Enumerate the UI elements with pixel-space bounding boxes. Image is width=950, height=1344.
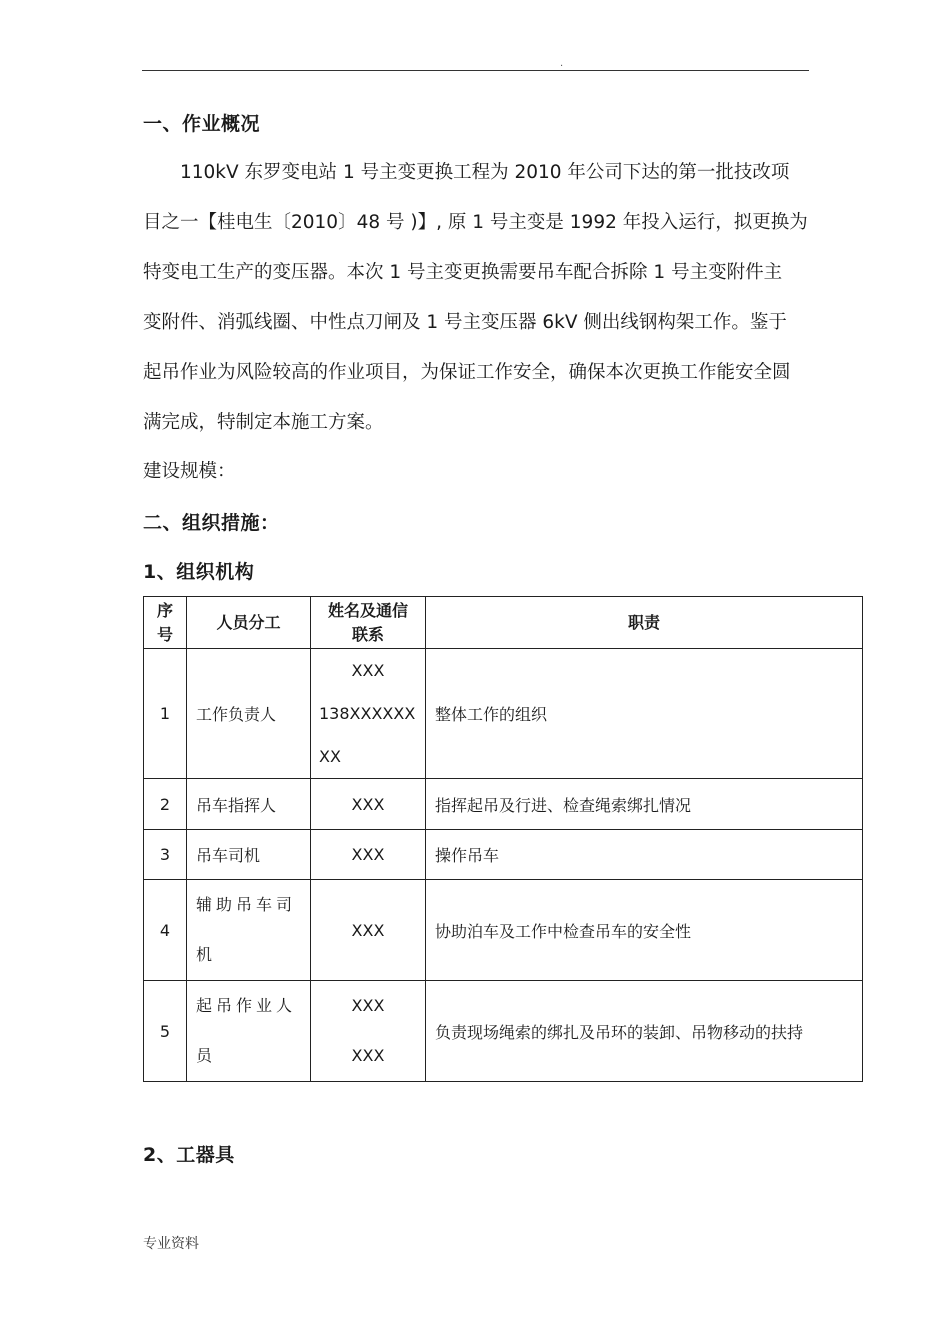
header-role: 人员分工 <box>187 597 311 649</box>
row-number: 3 <box>144 830 187 880</box>
row-duty: 协助泊车及工作中检查吊车的安全性 <box>426 880 863 981</box>
row-role: 吊车指挥人 <box>187 779 311 830</box>
row-name-contact: XXX <box>311 830 426 880</box>
row-number: 5 <box>144 981 187 1082</box>
row-duty: 整体工作的组织 <box>426 649 863 779</box>
table-row <box>144 981 863 1082</box>
organization-table <box>143 596 863 1082</box>
row-number: 1 <box>144 649 187 779</box>
subsection-organization-heading: 1、组织机构 <box>143 561 255 583</box>
header-duty: 职责 <box>426 597 863 649</box>
header-name-contact: 姓名及通信 联系 <box>311 597 426 649</box>
section-1-heading: 一、作业概况 <box>143 113 261 135</box>
paragraph-line: 110kV 东罗变电站 1 号主变更换工程为 2010 年公司下达的第一批技改项 <box>180 162 790 183</box>
table-row <box>144 649 863 779</box>
row-name-contact: XXX <box>311 779 426 830</box>
paragraph-line: 起吊作业为风险较高的作业项目，为保证工作安全，确保本次更换工作能安全圆 <box>143 362 791 383</box>
header-rule <box>142 70 809 71</box>
table-row <box>144 830 863 880</box>
row-duty: 操作吊车 <box>426 830 863 880</box>
table-row <box>144 880 863 981</box>
section-2-heading: 二、组织措施： <box>143 512 280 534</box>
section-1-paragraph <box>143 148 808 448</box>
table-row <box>144 779 863 830</box>
row-name-contact: XXX 138XXXXXX XX <box>311 649 426 779</box>
row-number: 2 <box>144 779 187 830</box>
paragraph-line: 特变电工生产的变压器。本次 1 号主变更换需要吊车配合拆除 1 号主变附件主 <box>143 262 783 283</box>
row-name-contact: XXX <box>311 880 426 981</box>
construction-scale-label: 建设规模： <box>143 461 236 482</box>
row-name-contact: XXX XXX <box>311 981 426 1082</box>
row-number: 4 <box>144 880 187 981</box>
table-header-row <box>144 597 863 649</box>
row-duty: 指挥起吊及行进、检查绳索绑扎情况 <box>426 779 863 830</box>
page-footer: 专业资料 <box>143 1236 199 1252</box>
row-role: 起吊作业人 员 <box>187 981 311 1082</box>
row-role: 工作负责人 <box>187 649 311 779</box>
header-number: 序 号 <box>144 597 187 649</box>
row-duty: 负责现场绳索的绑扎及吊环的装卸、吊物移动的扶持 <box>426 981 863 1082</box>
paragraph-line: 满完成，特制定本施工方案。 <box>143 412 384 433</box>
subsection-tools-heading: 2、工器具 <box>143 1144 235 1166</box>
paragraph-line: 目之一【桂电生〔2010〕48 号 )】, 原 1 号主变是 1992 年投入运行，拟更换为 <box>143 212 808 233</box>
header-mark: . <box>560 58 564 69</box>
paragraph-line: 变附件、消弧线圈、中性点刀闸及 1 号主变压器 6kV 侧出线钢构架工作。鉴于 <box>143 312 787 333</box>
row-role: 吊车司机 <box>187 830 311 880</box>
row-role: 辅助吊车司 机 <box>187 880 311 981</box>
